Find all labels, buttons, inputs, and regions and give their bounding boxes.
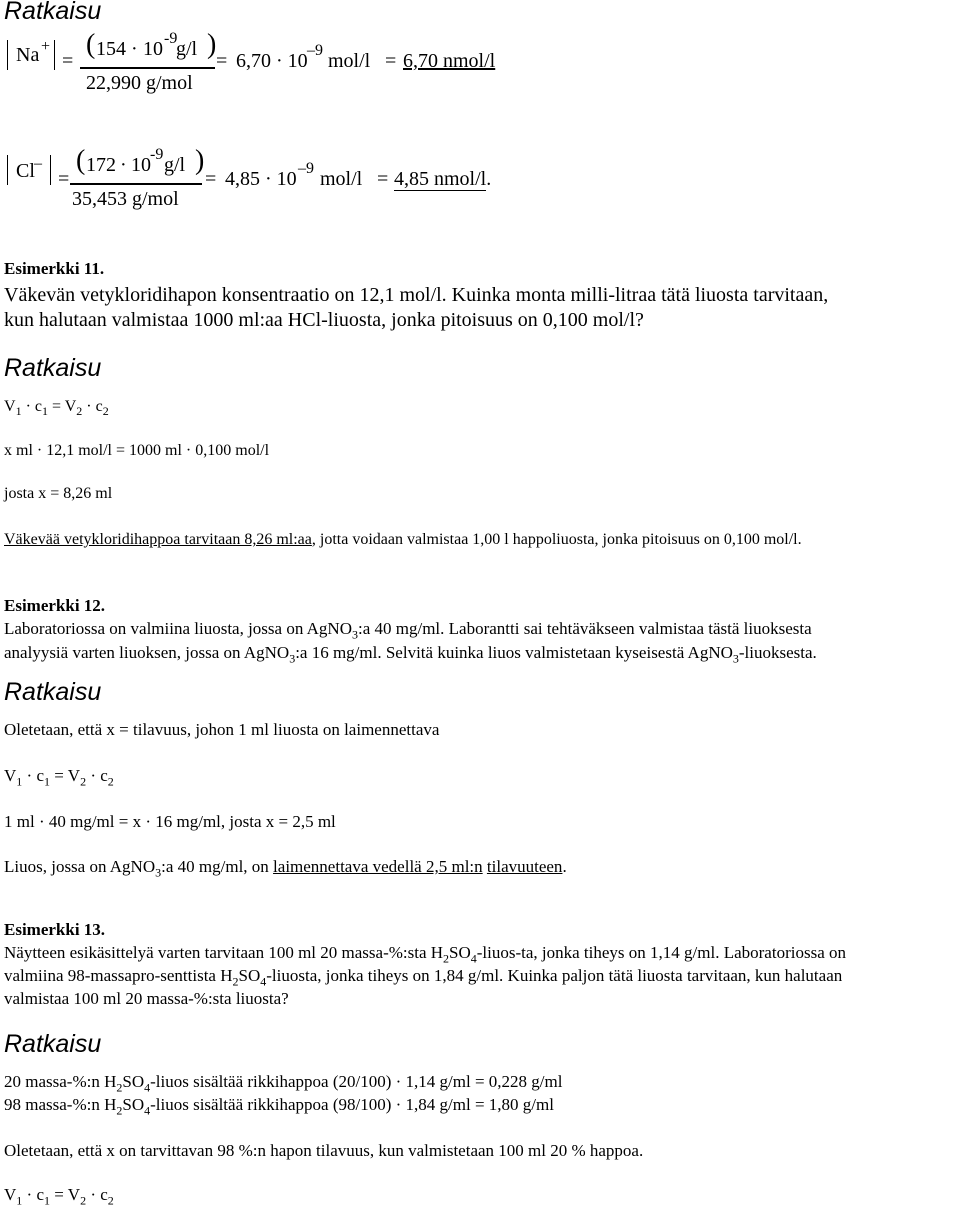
open-paren: (	[76, 145, 86, 176]
example-12-text-line1: Laboratoriossa on valmiina liuosta, jossa on AgNO$_3$:a 40 mg/ml. Laborantti sai tehtäväkseen valmistaa tästä liuoksesta	[4, 619, 812, 642]
example-13-text-line1: Näytteen esikäsittelyä varten tarvitaan 100 ml 20 massa-%:sta $H_2SO_4-liuos-ta$, jonka tiheys on 1,14 g/ml. Laboratoriossa on	[4, 943, 846, 966]
numerator-value: 154	[96, 38, 126, 60]
example-12-title: Esimerkki 12.	[4, 596, 106, 615]
ten: 10	[131, 154, 151, 176]
equals-sign: =	[62, 50, 74, 72]
close-paren: )	[195, 145, 205, 176]
times-dot: ·	[120, 154, 127, 176]
heading-ratkaisu: Ratkaisu	[4, 354, 102, 382]
denominator: 35,453 g/mol	[72, 188, 179, 210]
calculation: x ml · 12,1 mol/l = 1000 ml · 0,100 mol/l	[4, 442, 270, 459]
calculation-98: 98 massa-%:n $H_2SO_4$-liuos sisältää rikkihappoa (98/100) · 1,84 g/ml = 1,80 g/ml	[4, 1095, 554, 1118]
equals-sign: =	[385, 50, 397, 72]
dilution-equation: $V_1 \cdot c_1 = V_2 \cdot c_2$	[4, 766, 114, 789]
result: 6,70 nmol/l	[403, 50, 496, 72]
mid-exponent: –9	[307, 42, 323, 59]
conclusion: Liuos, jossa on AgNO$_3$:a 40 mg/ml, on laimennettava vedellä 2,5 ml:n tilavuuteen.	[4, 857, 567, 880]
calculation: 1 ml · 40 mg/ml = x · 16 mg/ml, josta x = 2,5 ml	[4, 812, 336, 831]
example-12-text-line2: analyysiä varten liuoksen, jossa on AgNO$_3$:a 16 mg/ml. Selvitä kuinka liuos valmistetaan kyseisestä AgNO$_3$-liuoksesta.	[4, 643, 817, 666]
right-bracket	[44, 155, 51, 185]
result: 4,85 nmol/l.	[394, 168, 492, 190]
dilution-equation: $V_1 \cdot c_1 = V_2 \cdot c_2$	[4, 398, 109, 419]
times-dot: ·	[131, 38, 138, 60]
example-13-text-line3: valmistaa 100 ml 20 massa-%:sta liuosta?	[4, 989, 289, 1008]
equals-sign: =	[58, 168, 70, 190]
fraction-bar	[80, 67, 215, 69]
fraction-bar	[70, 183, 202, 185]
mid-value: 4,85 · 10	[225, 168, 297, 190]
numerator-unit: g/l	[164, 154, 186, 176]
result-line: josta x = 8,26 ml	[4, 485, 113, 502]
open-paren: (	[86, 29, 96, 60]
cl-symbol: Cl	[16, 160, 35, 182]
equals-sign: =	[377, 168, 389, 190]
denominator: 22,990 g/mol	[86, 72, 193, 94]
exponent: -9	[164, 30, 178, 47]
numerator-unit: g/l	[176, 38, 198, 60]
cl-charge: –	[34, 155, 42, 172]
conclusion: Väkevää vetykloridihappoa tarvitaan 8,26 ml:aa, jotta voidaan valmistaa 1,00 l happoliuosta, jonka pitoisuus on 0,100 mol/l.	[4, 531, 802, 548]
mid-unit: mol/l	[320, 168, 363, 190]
example-11-text-line1: Väkevän vetykloridihapon konsentraatio on 12,1 mol/l. Kuinka monta milli-litraa tätä liuosta tarvitaan,	[4, 284, 829, 306]
heading-ratkaisu: Ratkaisu	[4, 678, 102, 706]
na-charge: +	[41, 38, 51, 55]
heading-ratkaisu: Ratkaisu	[4, 1030, 102, 1058]
na-symbol: Na	[16, 44, 40, 66]
close-paren: )	[207, 29, 217, 60]
mid-unit: mol/l	[328, 50, 371, 72]
example-11-title: Esimerkki 11.	[4, 259, 105, 278]
result-underline	[394, 190, 486, 191]
equals-sign: =	[216, 50, 228, 72]
ten: 10	[143, 38, 163, 60]
example-13-title: Esimerkki 13.	[4, 920, 106, 939]
calculation-20: 20 massa-%:n $H_2SO_4$-liuos sisältää rikkihappoa (20/100) · 1,14 g/ml = 0,228 g/ml	[4, 1072, 563, 1095]
assumption: Oletetaan, että x on tarvittavan 98 %:n hapon tilavuus, kun valmistetaan 100 ml 20 % happoa.	[4, 1141, 644, 1160]
mid-exponent: –9	[298, 160, 314, 177]
assumption: Oletetaan, että x = tilavuus, johon 1 ml liuosta on laimennettava	[4, 720, 440, 739]
mid-value: 6,70 · 10	[236, 50, 308, 72]
example-13-text-line2: valmiina 98-massapro-senttista $H_2SO_4$-liuosta, jonka tiheys on 1,84 g/ml. Kuinka paljon tätä liuosta tarvitaan, kun halutaan	[4, 966, 843, 989]
dilution-equation: $V_1 \cdot c_1 = V_2 \cdot c_2$	[4, 1185, 114, 1207]
numerator-value: 172	[86, 154, 116, 176]
heading-ratkaisu: Ratkaisu	[4, 0, 102, 25]
example-11-text-line2: kun halutaan valmistaa 1000 ml:aa HCl-liuosta, jonka pitoisuus on 0,100 mol/l?	[4, 309, 644, 331]
equals-sign: =	[205, 168, 217, 190]
exponent: -9	[150, 146, 164, 163]
